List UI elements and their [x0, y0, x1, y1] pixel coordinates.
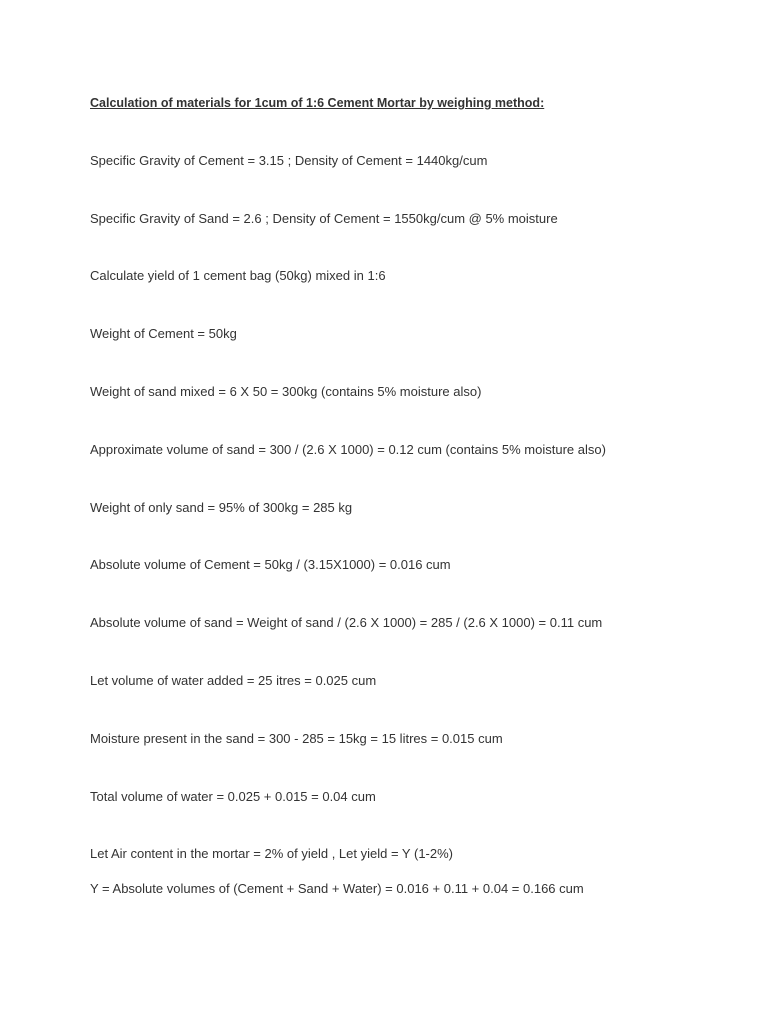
text-line-sand-weight: Weight of sand mixed = 6 X 50 = 300kg (contains 5% moisture also) [90, 383, 482, 399]
text-line-sand-moisture: Moisture present in the sand = 300 - 285 = 15kg = 15 litres = 0.015 cum [90, 730, 503, 746]
text-line-air-content: Let Air content in the mortar = 2% of yield , Let yield = Y (1-2%) [90, 846, 453, 862]
text-line-yield-result: Y = Absolute volumes of (Cement + Sand + Water) = 0.016 + 0.11 + 0.04 = 0.166 cum [90, 881, 584, 897]
text-line-dry-sand-weight: Weight of only sand = 95% of 300kg = 285 kg [90, 499, 353, 515]
text-line-cement-properties: Specific Gravity of Cement = 3.15 ; Density of Cement = 1440kg/cum [90, 152, 488, 168]
text-line-yield-intro: Calculate yield of 1 cement bag (50kg) mixed in 1:6 [90, 268, 386, 284]
text-line-water-added: Let volume of water added = 25 itres = 0.025 cum [90, 672, 377, 688]
text-line-cement-absolute-volume: Absolute volume of Cement = 50kg / (3.15X1000) = 0.016 cum [90, 557, 451, 573]
text-line-approx-sand-volume: Approximate volume of sand = 300 / (2.6 X 1000) = 0.12 cum (contains 5% moisture also) [90, 441, 606, 457]
document-body [90, 93, 730, 899]
text-line-total-water: Total volume of water = 0.025 + 0.015 = 0.04 cum [90, 788, 376, 804]
text-line-sand-absolute-volume: Absolute volume of sand = Weight of sand / (2.6 X 1000) = 285 / (2.6 X 1000) = 0.11 cum [90, 615, 603, 631]
text-line-cement-weight: Weight of Cement = 50kg [90, 326, 237, 342]
document-title: Calculation of materials for 1cum of 1:6 Cement Mortar by weighing method: [90, 96, 545, 110]
text-line-sand-properties: Specific Gravity of Sand = 2.6 ; Density of Cement = 1550kg/cum @ 5% moisture [90, 210, 558, 226]
